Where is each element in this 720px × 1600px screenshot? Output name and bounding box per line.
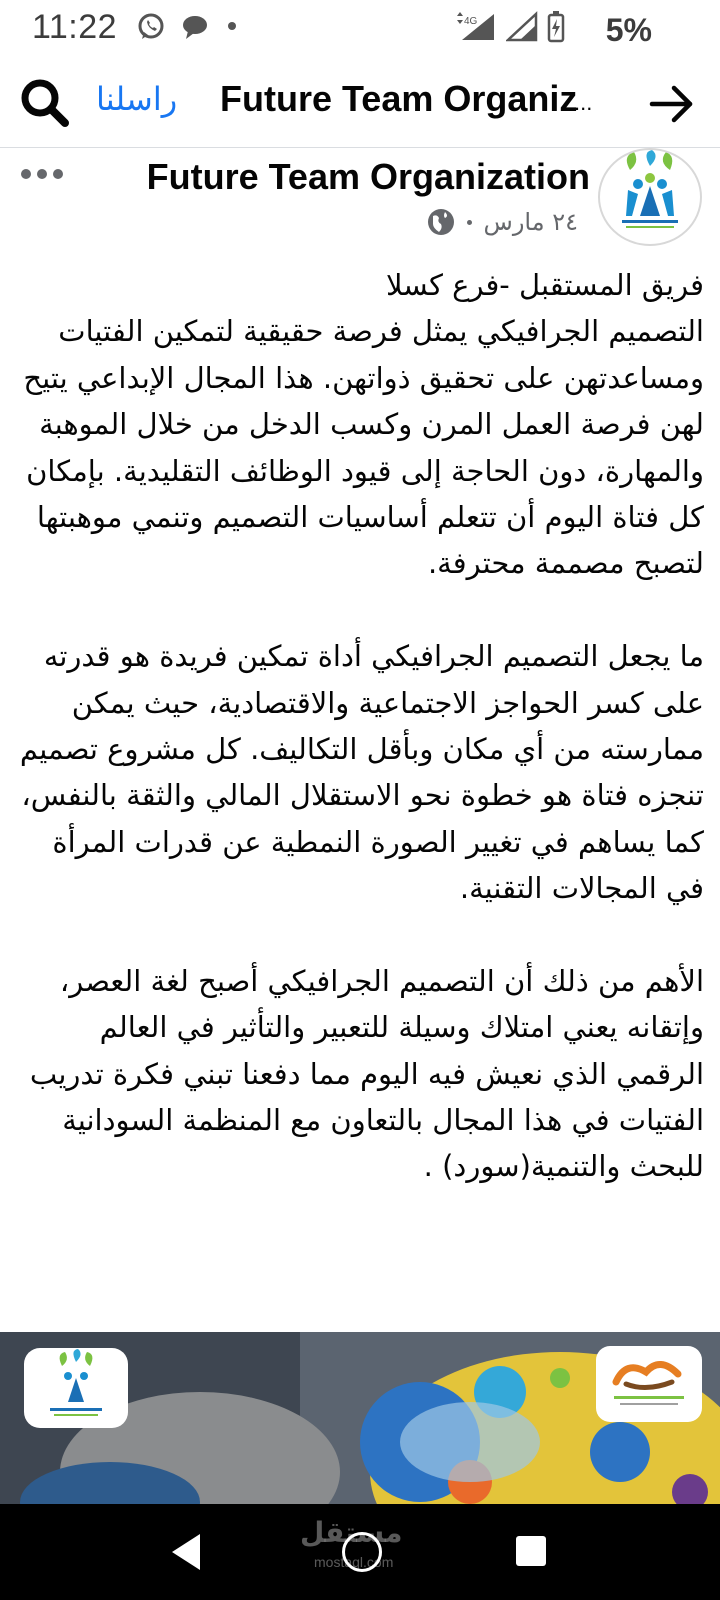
battery-icon xyxy=(546,10,566,44)
notification-icons xyxy=(136,12,240,42)
nav-recents-button[interactable] xyxy=(516,1536,546,1566)
post-meta xyxy=(427,208,578,236)
meta-separator xyxy=(467,220,472,225)
watermark: مستقل xyxy=(300,1516,403,1549)
future-team-logo-icon xyxy=(600,150,700,244)
watermark-url: mostaql.com xyxy=(314,1554,394,1570)
sord-logo xyxy=(596,1346,702,1422)
search-icon[interactable] xyxy=(18,76,72,130)
post-author-name[interactable]: Future Team Organization xyxy=(146,156,590,197)
nav-back-icon[interactable] xyxy=(168,1532,204,1572)
future-team-logo-icon xyxy=(24,1348,128,1428)
system-nav-bar xyxy=(0,1504,720,1600)
post-date[interactable]: ٢٤ مارس xyxy=(483,208,578,236)
post-text: فريق المستقبل -فرع كسلا التصميم الجرافيكي يمثل فرصة حقيقية لتمكين الفتيات ومساعدتهن على تحقيق ذواتهن. هذا المجال الإبداعي يتيح لهن فرصة العمل المرن وكسب الدخل من خلال الموهبة والمهارة، دون الحاجة إلى قيود الوظائف التقليدية. بإمكان كل فتاة اليوم أن تتعلم أساسيات التصميم وتنمي موهبتها لتصبح مصممة محترفة. ما يجعل التصميم الجرافيكي أداة تمكين فريدة هو قدرته على كسر الحواجز الاجتماعية والاقتصادية، حيث يمكن ممارسته من أي مكان وبأقل التكاليف. كل مشروع تصميم تنجزه فتاة هو خطوة نحو الاستقلال المالي والثقة بالنفس، كما يساهم في تغيير الصورة النمطية عن قدرات المرأة في المجالات التقنية. الأهم من ذلك أن التصميم الجرافيكي أصبح لغة العصر، وإتقانه يعني امتلاك وسيلة للتعبير والتأثير في العالم الرقمي الذي نعيش فيه اليوم مما دفعنا تبني فكرة تدريب الفتيات في هذا المجال بالتعاون مع المنظمة السودانية للبحث والتنمية(سورد) . xyxy=(19,268,704,1184)
page-title: Future Team Organiz xyxy=(220,78,578,119)
network-label: 4G xyxy=(464,16,478,27)
signal-icon xyxy=(506,10,538,44)
status-time: 11:22 xyxy=(32,8,118,46)
status-bar xyxy=(0,0,720,62)
app-header xyxy=(0,62,720,148)
battery-percent: 5% xyxy=(605,12,652,48)
whatsapp-icon xyxy=(136,12,166,42)
post-image[interactable] xyxy=(0,1332,720,1504)
back-arrow-icon[interactable] xyxy=(648,80,696,128)
future-team-logo xyxy=(24,1348,128,1428)
more-options-icon[interactable] xyxy=(18,160,66,188)
signal-4g-icon xyxy=(454,10,498,44)
dot-icon xyxy=(224,12,240,42)
avatar[interactable] xyxy=(598,148,702,246)
sord-logo-icon xyxy=(596,1346,702,1422)
contact-button[interactable]: راسلنا xyxy=(96,80,178,118)
globe-icon xyxy=(427,208,455,236)
chat-bubble-icon xyxy=(180,12,210,42)
title-ellipsis: ... xyxy=(574,90,593,115)
